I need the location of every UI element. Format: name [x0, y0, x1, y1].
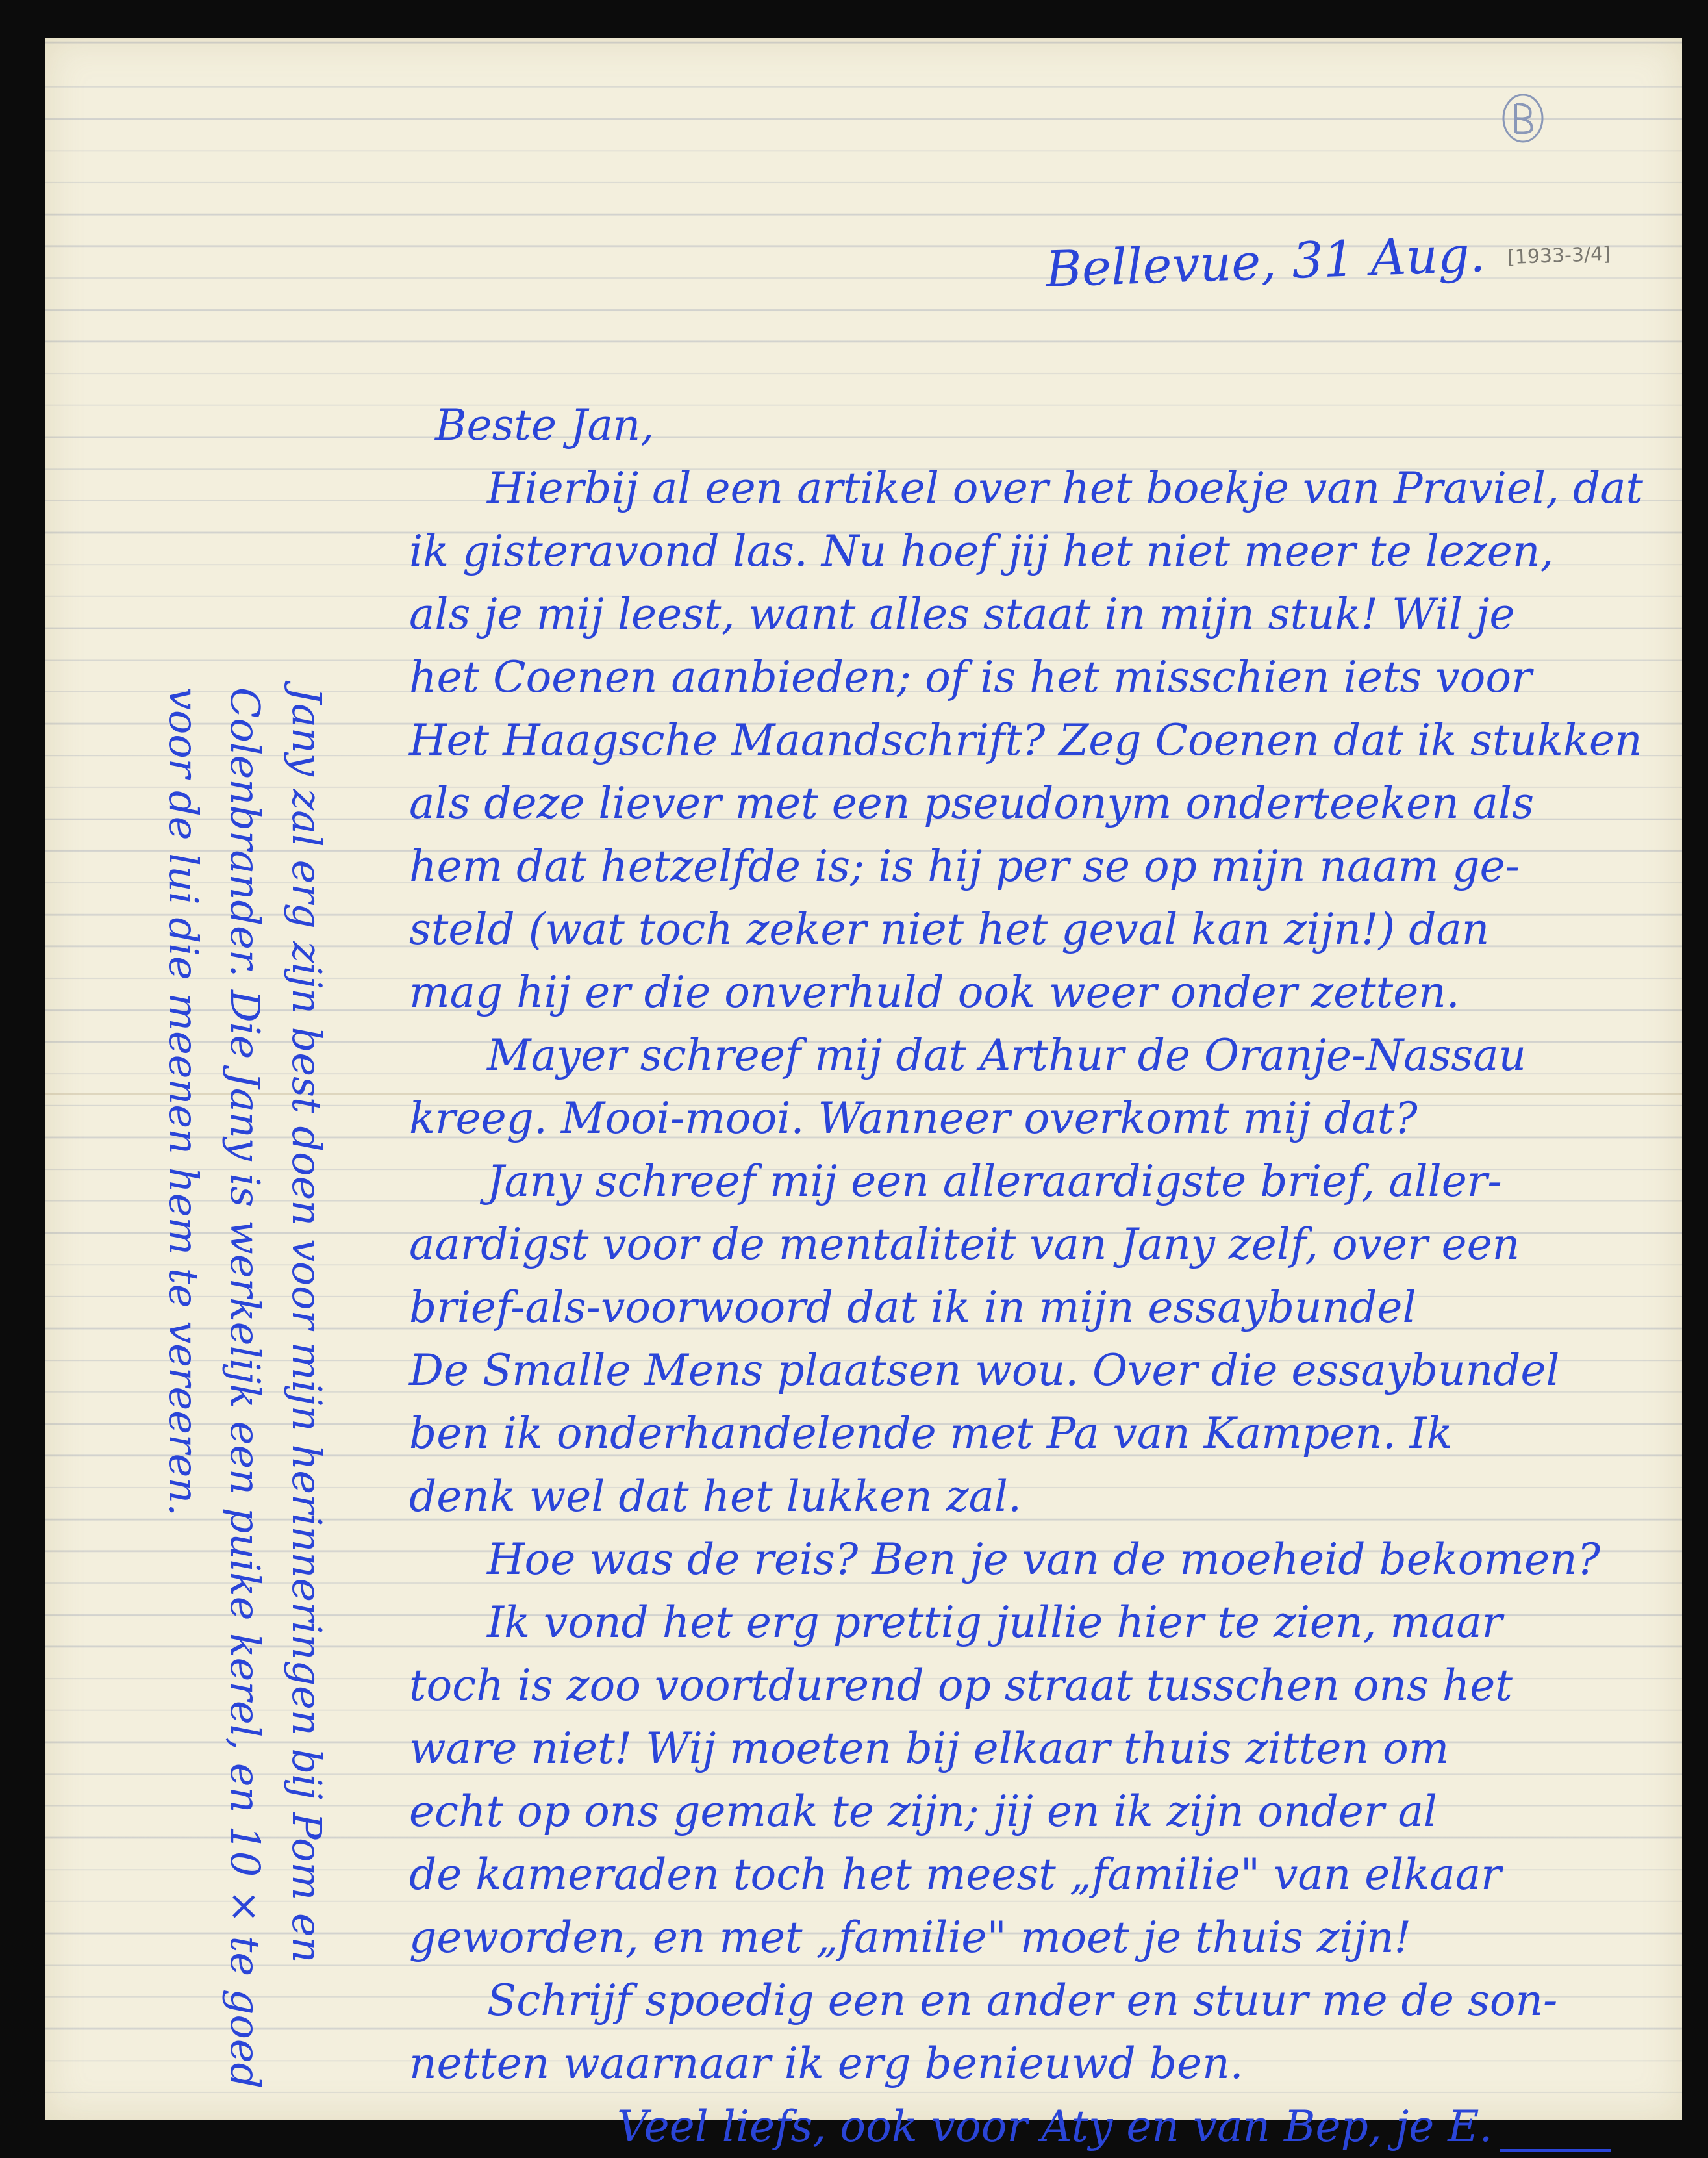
letter-line: Hoe was de reis? Ben je van de moeheid bekomen? — [487, 1534, 1601, 1584]
letter-line: als deze liever met een pseudonym onderteeken als — [409, 778, 1534, 828]
letter-line: Jany schreef mij een alleraardigste brief, aller- — [487, 1156, 1502, 1206]
archive-date-note: [1933-3/4] — [1507, 242, 1611, 269]
letter-line: denk wel dat het lukken zal. — [409, 1471, 1022, 1521]
margin-note — [130, 687, 338, 2116]
salutation: Beste Jan, — [435, 400, 655, 450]
letter-line: ben ik onderhandelende met Pa van Kampen. Ik — [409, 1408, 1453, 1458]
letter-sheet — [45, 38, 1682, 2152]
letter-line: ware niet! Wij moeten bij elkaar thuis zitten om — [409, 1723, 1450, 1773]
letter-line: Schrijf spoedig een en ander en stuur me de son- — [487, 1975, 1558, 2025]
letter-line: echt op ons gemak te zijn; jij en ik zijn onder al — [409, 1786, 1437, 1836]
letter-line: mag hij er die onverhuld ook weer onder zetten. — [409, 967, 1460, 1017]
letter-line: kreeg. Mooi-mooi. Wanneer overkomt mij dat? — [409, 1093, 1418, 1143]
letter-line: Mayer schreef mij dat Arthur de Oranje-Nassau — [487, 1030, 1527, 1080]
margin-note-line: voor de lui die meenen hem te vereeren. — [160, 687, 207, 1516]
letter-line: ik gisteravond las. Nu hoef jij het niet meer te lezen, — [409, 526, 1554, 576]
letter-line: aardigst voor de mentaliteit van Jany zelf, over een — [409, 1219, 1520, 1269]
letter-body — [409, 394, 1695, 2158]
letter-line: brief-als-voorwoord dat ik in mijn essaybundel — [409, 1282, 1416, 1332]
archive-stamp-icon — [1500, 91, 1546, 144]
margin-note-line: Jany zal erg zijn best doen voor mijn herinneringen bij Pom en — [283, 687, 331, 1963]
letter-line: als je mij leest, want alles staat in mijn stuk! Wil je — [409, 589, 1515, 639]
letter-line: De Smalle Mens plaatsen wou. Over die essaybundel — [409, 1345, 1560, 1395]
letter-line: Hierbij al een artikel over het boekje van Praviel, dat — [487, 463, 1644, 513]
margin-note-line: Colenbrander. Die Jany is werkelijk een puike kerel, en 10 × te goed — [221, 687, 269, 2089]
letter-line: netten waarnaar ik erg benieuwd ben. — [409, 2038, 1244, 2088]
letter-line: toch is zoo voortdurend op straat tusschen ons het — [409, 1660, 1513, 1710]
letter-line: Het Haagsche Maandschrift? Zeg Coenen dat ik stukken — [409, 715, 1642, 765]
place-date — [1044, 221, 1611, 298]
closing-line: Veel liefs, ook voor Aty en van Bep, je E. — [617, 2101, 1493, 2152]
place-date-text: Bellevue, 31 Aug. — [1044, 225, 1487, 298]
signature-underline — [1500, 2149, 1611, 2152]
letter-line: Ik vond het erg prettig jullie hier te zien, maar — [487, 1597, 1503, 1647]
letter-line: het Coenen aanbieden; of is het misschien iets voor — [409, 652, 1532, 702]
letter-line: hem dat hetzelfde is; is hij per se op mijn naam ge- — [409, 841, 1520, 891]
letter-line: de kameraden toch het meest „familie" van elkaar — [409, 1849, 1501, 1899]
letter-line: geworden, en met „familie" moet je thuis zijn! — [409, 1912, 1412, 1962]
letter-line: steld (wat toch zeker niet het geval kan zijn!) dan — [409, 904, 1490, 954]
